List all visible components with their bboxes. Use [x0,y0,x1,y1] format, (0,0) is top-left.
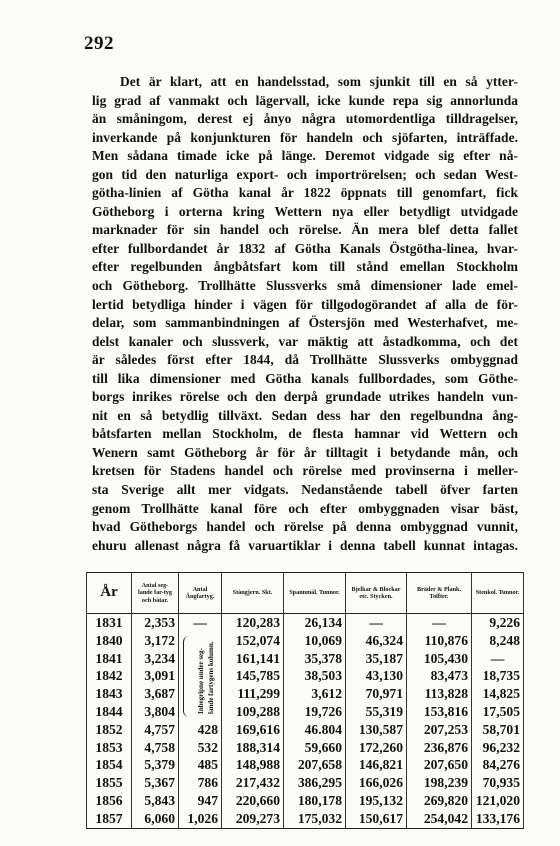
text-line: sta Sverige allt mer vidgats. Nedanstående tabell öfver farten [92,482,518,498]
text-line: delst kanaler och slussverk, var mäktig att åstadkomma, och det [92,333,518,349]
cell-vessels: 3,234 [132,650,179,668]
cell-coal: 9,226 [472,614,524,632]
cell-grain: 35,378 [284,650,346,668]
cell-grain: 38,503 [284,667,346,685]
text-line: genom Trollhätte kanal före och efter ombyggnaden visar bäst, [92,500,518,516]
header-coal: Stenkol. Tunnor. [472,573,524,614]
cell-vessels: 4,757 [132,721,179,739]
body-paragraph [92,73,518,555]
cell-grain: 386,295 [284,774,346,792]
cell-vessels: 3,091 [132,667,179,685]
text-line: gon tid den naturliga export- och importrörelsen; och sedan West- [92,166,518,182]
cell-grain: 10,069 [284,632,346,650]
cell-boards: — [407,614,472,632]
cell-boards: 153,816 [407,703,472,721]
cell-bars: 148,988 [222,756,284,774]
cell-steamers: 786 [179,774,222,792]
cell-vessels: 5,379 [132,756,179,774]
cell-year: 1842 [87,667,132,685]
brace-note-text: lande fartygens kolumn. [207,641,215,714]
cell-boards: 207,253 [407,721,472,739]
cell-grain: 19,726 [284,703,346,721]
cell-timber: 172,260 [346,739,407,757]
cell-coal: 96,232 [472,739,524,757]
cell-boards: 269,820 [407,792,472,810]
text-line: borgs inrikes rörelse och den derpå grundade utrikes handeln vun- [92,389,518,405]
cell-year: 1853 [87,739,132,757]
table-body [87,614,524,829]
text-line: lertid betydliga hinder i vägen för tillgodogörandet af alla de för- [92,296,518,312]
cell-year: 1857 [87,810,132,828]
table-header-row [87,573,524,614]
cell-steamers: 1,026 [179,810,222,828]
table-row [87,721,524,739]
table-row [87,614,524,632]
text-line: götha-linien af Götha kanal år 1822 öppnats till genomfart, fick [92,185,518,201]
cell-timber: 130,587 [346,721,407,739]
cell-grain: 26,134 [284,614,346,632]
table-row [87,739,524,757]
cell-coal: 84,276 [472,756,524,774]
brace-note-text: Inbegripne under seg- [197,647,205,714]
text-line: ehuru allenast några få varuartiklar i denna tabell kunnat intagas. [92,537,518,553]
text-line: efter regelbunden ångbåtsfart kom till stånd emellan Stockholm [92,259,518,275]
text-line: och Götheborg. Trollhätte Slussverks små dimensioner lade emel- [92,278,518,294]
cell-vessels: 3,172 [132,632,179,650]
text-line: inverkande på konjunkturen för handeln och sjöfarten, inträffade. [92,129,518,145]
cell-steamers: 485 [179,756,222,774]
cell-timber: 195,132 [346,792,407,810]
cell-year: 1844 [87,703,132,721]
cell-boards: 207,650 [407,756,472,774]
cell-vessels: 2,353 [132,614,179,632]
text-line: lig grad af vanmakt och lägervall, icke kunde repa sig annorlunda [92,92,518,108]
cell-year: 1831 [87,614,132,632]
cell-boards: 236,876 [407,739,472,757]
cell-timber: — [346,614,407,632]
header-grain: Spannmål. Tunnor. [284,573,346,614]
cell-year: 1854 [87,756,132,774]
cell-year: 1856 [87,792,132,810]
text-line: till lika dimensioner med Götha kanals fullbordades, som Göthe- [92,370,518,386]
table-row [87,667,524,685]
cell-coal: — [472,650,524,668]
brace-mark [183,636,190,717]
text-line: marknader för sin handel och rörelse. Än mera blef detta fallet [92,222,518,238]
cell-boards: 198,239 [407,774,472,792]
cell-vessels: 4,758 [132,739,179,757]
cell-vessels: 6,060 [132,810,179,828]
cell-year: 1852 [87,721,132,739]
trollhatte-traffic-table [86,572,524,829]
steamers-brace-note [179,632,222,721]
cell-coal: 121,020 [472,792,524,810]
cell-coal: 14,825 [472,685,524,703]
cell-grain: 175,032 [284,810,346,828]
cell-timber: 46,324 [346,632,407,650]
cell-timber: 146,821 [346,756,407,774]
cell-grain: 207,658 [284,756,346,774]
cell-vessels: 5,843 [132,792,179,810]
text-line: är således först efter 1844, då Trollhätte Slussverks ombyggnad [92,352,518,368]
cell-bars: 220,660 [222,792,284,810]
cell-bars: 188,314 [222,739,284,757]
cell-year: 1840 [87,632,132,650]
cell-bars: 169,616 [222,721,284,739]
cell-coal: 58,701 [472,721,524,739]
page-number: 292 [84,33,114,54]
cell-steamers: 532 [179,739,222,757]
table-row [87,703,524,721]
header-bars: Stångjern. Skt. [222,573,284,614]
cell-boards: 83,473 [407,667,472,685]
cell-coal: 18,735 [472,667,524,685]
cell-steamers: 947 [179,792,222,810]
text-line: kretsen för Stadens handel och rörelse med provinserna i meller- [92,463,518,479]
cell-boards: 105,430 [407,650,472,668]
cell-boards: 113,828 [407,685,472,703]
cell-bars: 209,273 [222,810,284,828]
text-line: Det är klart, att en handelsstad, som sjunkit till en så ytter- [120,74,518,89]
cell-coal: 8,248 [472,632,524,650]
text-line: Götheborg i orterna kring Wettern nya eller betydligt utvidgade [92,203,518,219]
cell-boards: 254,042 [407,810,472,828]
cell-year: 1855 [87,774,132,792]
text-line: båtsfarten mellan Stockholm, de flesta hamnar vid Wettern och [92,426,518,442]
cell-grain: 3,612 [284,685,346,703]
text-line: efter fullbordandet år 1832 af Götha Kanals Östgötha-linea, hvar- [92,240,518,256]
cell-bars: 111,299 [222,685,284,703]
text-line: hvad Götheborgs handel och rörelse på denna ombyggnad vunnit, [92,519,518,535]
text-line: Wenern samt Götheborg år för år tilltagit i betydande mån, och [92,444,518,460]
text-line: delar, som sammanbindningen af Östersjön med Westerhafvet, me- [92,315,518,331]
cell-grain: 180,178 [284,792,346,810]
cell-bars: 152,074 [222,632,284,650]
cell-grain: 59,660 [284,739,346,757]
cell-coal: 17,505 [472,703,524,721]
cell-year: 1843 [87,685,132,703]
cell-bars: 217,432 [222,774,284,792]
cell-bars: 109,288 [222,703,284,721]
cell-bars: 120,283 [222,614,284,632]
cell-timber: 43,130 [346,667,407,685]
text-line: än småningom, derest ej ånyo några utomordentliga tilldragelser, [92,111,518,127]
table-row [87,685,524,703]
cell-grain: 46.804 [284,721,346,739]
cell-timber: 166,026 [346,774,407,792]
cell-steamers: — [179,614,222,632]
header-year: År [87,573,132,614]
cell-coal: 133,176 [472,810,524,828]
text-line: Men sådana timade icke på länge. Deremot vidgade sig efter nå- [92,148,518,164]
cell-steamers: 428 [179,721,222,739]
cell-timber: 55,319 [346,703,407,721]
cell-vessels: 3,687 [132,685,179,703]
cell-timber: 150,617 [346,810,407,828]
header-boards: Bräder & Plank. Tolfter. [407,573,472,614]
cell-bars: 145,785 [222,667,284,685]
table-row [87,650,524,668]
cell-bars: 161,141 [222,650,284,668]
cell-vessels: 3,804 [132,703,179,721]
table-row [87,774,524,792]
table-row [87,632,524,650]
header-steamers: Antal Ångfartyg. [179,573,222,614]
table-row [87,810,524,828]
header-vessels: Antal seg-lande far-tyg och båtar. [132,573,179,614]
table-row [87,756,524,774]
cell-year: 1841 [87,650,132,668]
text-line: nit en så betydlig tillväxt. Sedan dess har den regelbundna ång- [92,407,518,423]
header-timber: Bjelkar & Blockar etc. Stycken. [346,573,407,614]
cell-boards: 110,876 [407,632,472,650]
cell-coal: 70,935 [472,774,524,792]
cell-vessels: 5,367 [132,774,179,792]
cell-timber: 70,971 [346,685,407,703]
cell-timber: 35,187 [346,650,407,668]
table-row [87,792,524,810]
